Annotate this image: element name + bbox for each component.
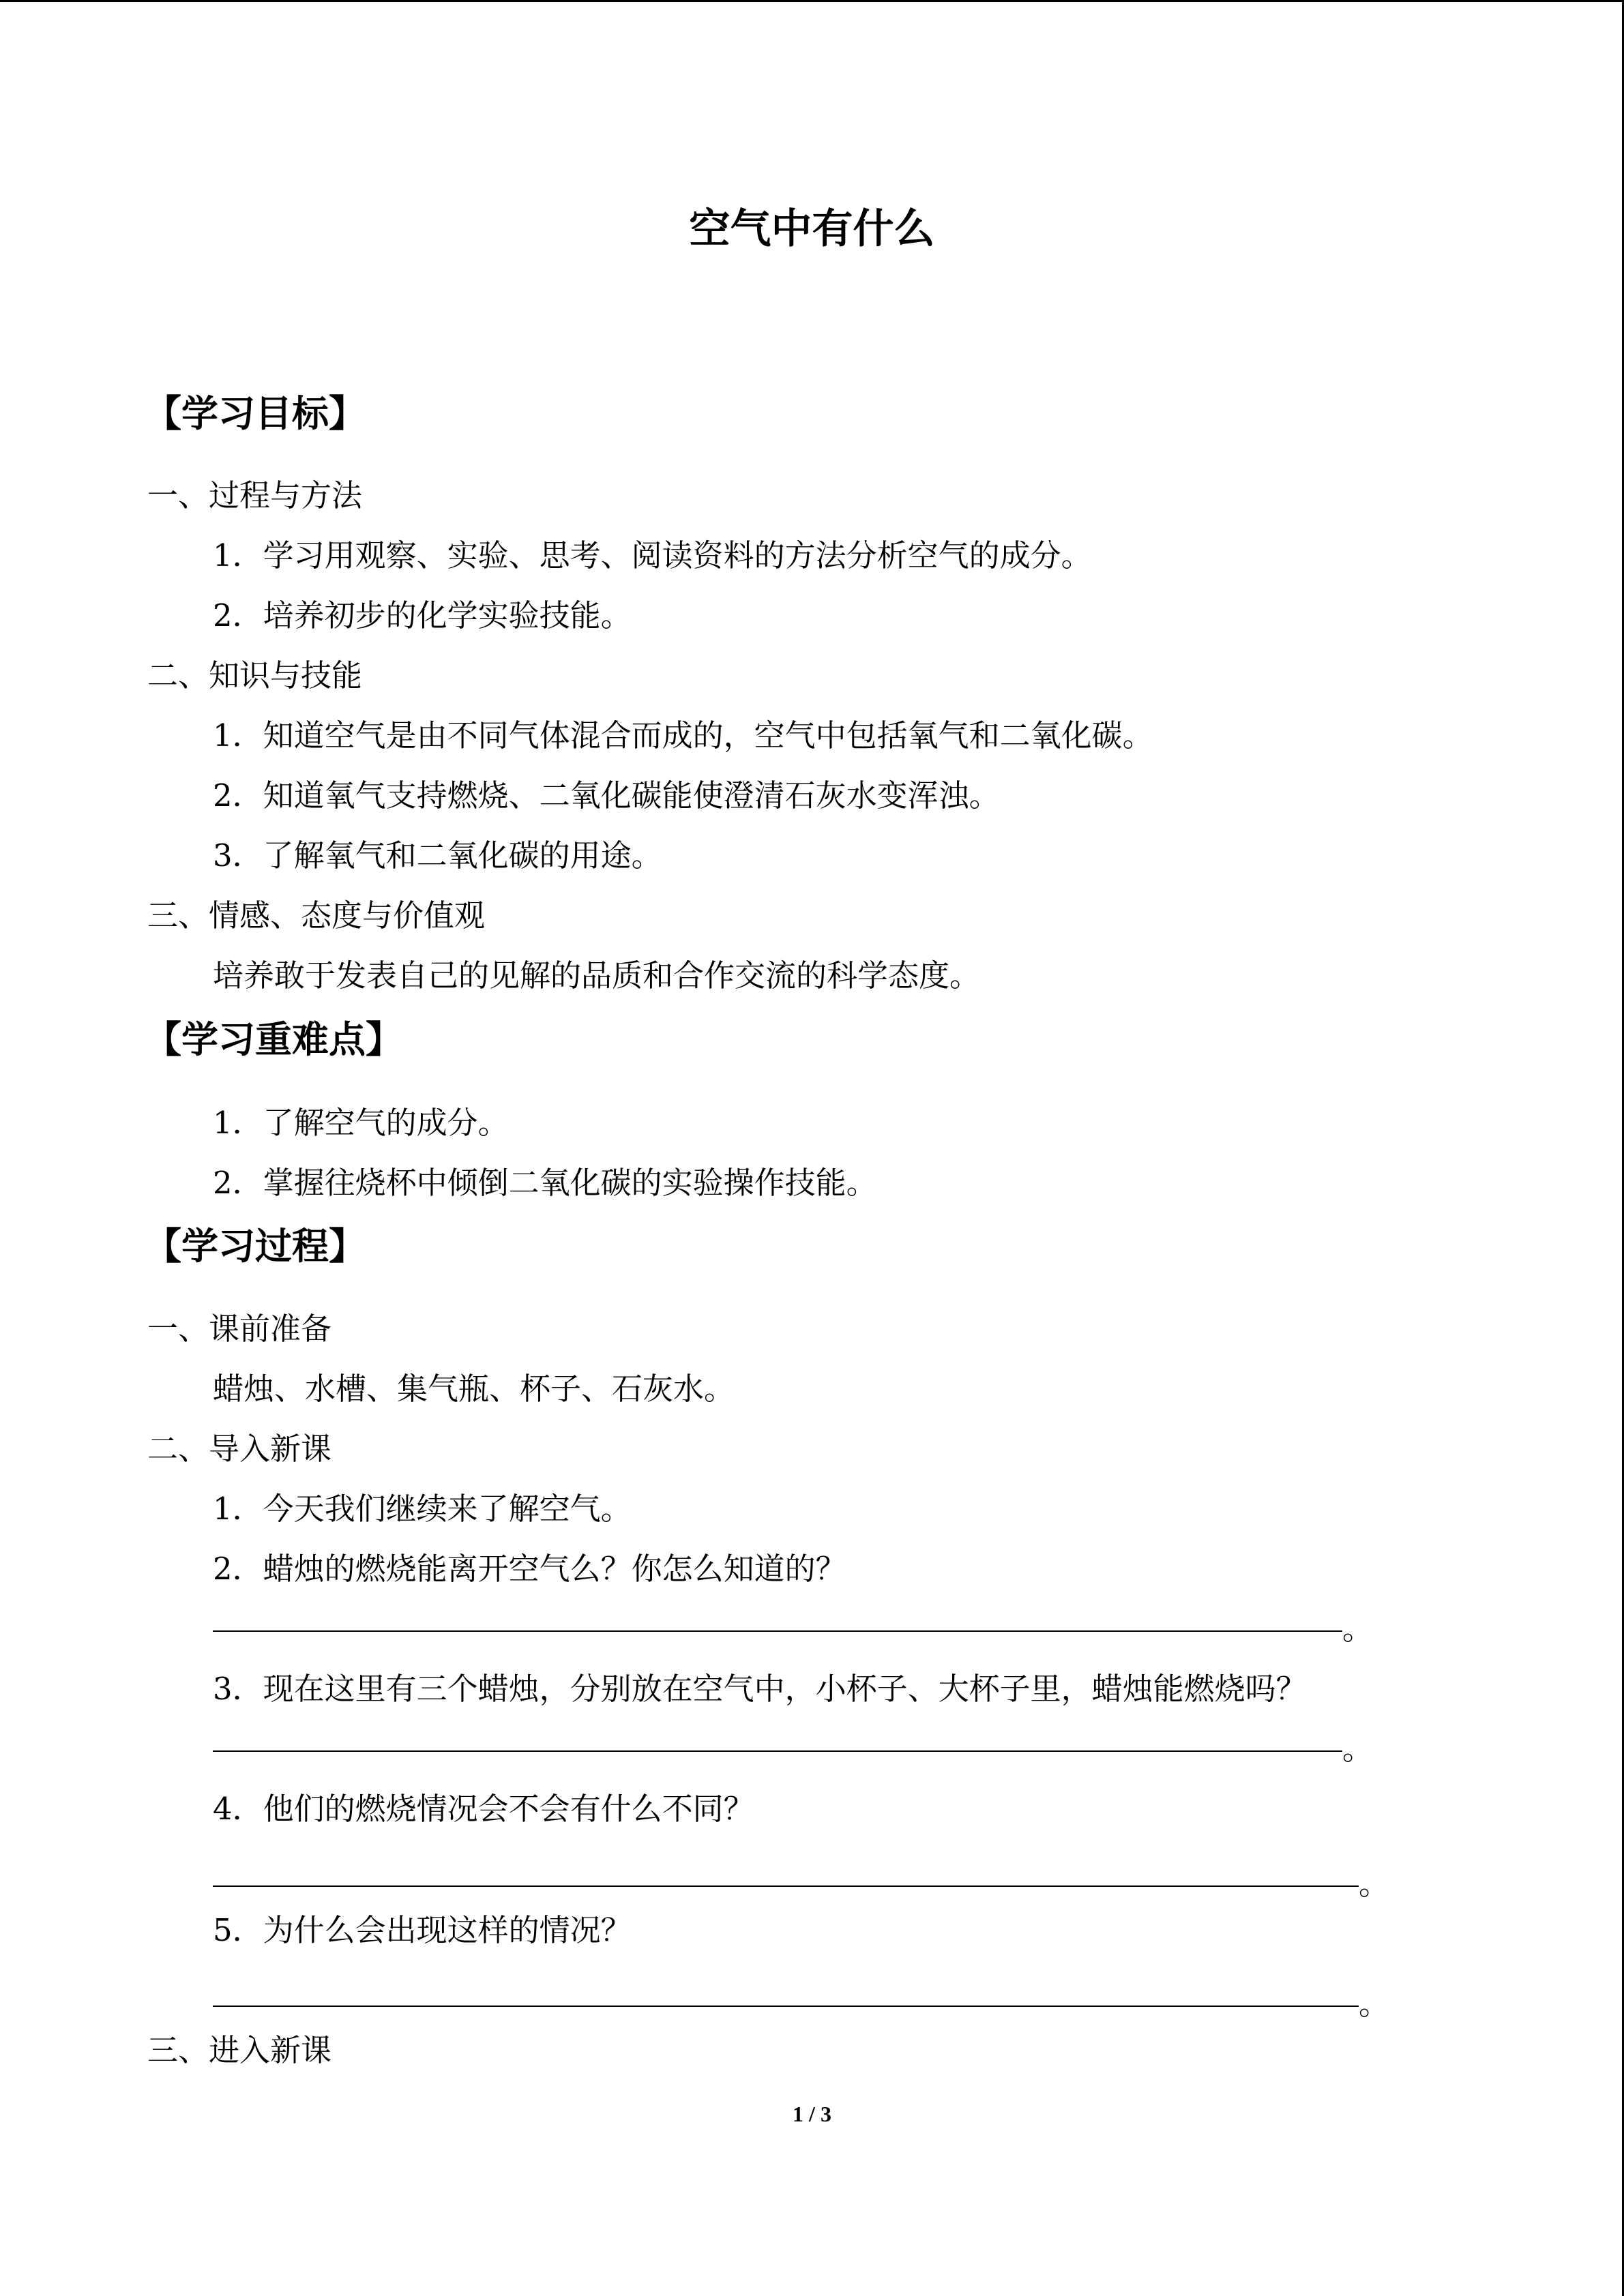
key-point-item: 1．了解空气的成分。 [213,1105,509,1141]
process-subheading-new-lesson: 三、进入新课 [147,2032,332,2068]
key-point-item: 2．掌握往烧杯中倾倒二氧化碳的实验操作技能。 [213,1165,877,1201]
answer-blank-period: 。 [1342,1731,1374,1767]
goals-attitude-text: 培养敢于发表自己的见解的品质和合作交流的科学态度。 [213,957,981,994]
answer-blank-period: 。 [1359,1866,1390,1902]
section-heading-goals: 【学习目标】 [145,392,366,435]
answer-blank[interactable] [213,1975,1359,2007]
section-heading-process: 【学习过程】 [145,1225,366,1268]
goals-item: 3．了解氧气和二氧化碳的用途。 [213,837,662,874]
intro-question: 5．为什么会出现这样的情况？ [213,1912,632,1948]
section-heading-key-points: 【学习重难点】 [145,1018,402,1061]
answer-blank[interactable] [213,1720,1342,1752]
goals-subheading-attitude: 三、情感、态度与价值观 [147,897,486,934]
goals-item: 2．知道氧气支持燃烧、二氧化碳能使澄清石灰水变浑浊。 [213,777,1000,814]
intro-question: 2．蜡烛的燃烧能离开空气么？你怎么知道的？ [213,1551,846,1587]
process-subheading-intro: 二、导入新课 [147,1431,332,1467]
intro-question: 4．他们的燃烧情况会不会有什么不同？ [213,1791,754,1827]
page-number: 1 / 3 [793,2102,831,2126]
goals-item: 1．知道空气是由不同气体混合而成的，空气中包括氧气和二氧化碳。 [213,717,1153,754]
goals-subheading-knowledge: 二、知识与技能 [147,657,363,694]
process-prep-text: 蜡烛、水槽、集气瓶、杯子、石灰水。 [213,1371,735,1407]
intro-question: 3．现在这里有三个蜡烛，分别放在空气中，小杯子、大杯子里，蜡烛能燃烧吗？ [213,1671,1307,1707]
answer-blank[interactable] [213,1855,1359,1887]
goals-item: 2．培养初步的化学实验技能。 [213,597,632,633]
document-title: 空气中有什么 [689,205,935,253]
intro-item: 1．今天我们继续来了解空气。 [213,1491,632,1527]
goals-subheading-process: 一、过程与方法 [147,477,363,513]
answer-blank-period: 。 [1342,1611,1374,1647]
answer-blank-period: 。 [1359,1986,1390,2022]
answer-blank[interactable] [213,1600,1342,1632]
goals-item: 1．学习用观察、实验、思考、阅读资料的方法分析空气的成分。 [213,537,1092,573]
page-top-border [0,0,1624,2]
process-subheading-prep: 一、课前准备 [147,1311,332,1347]
